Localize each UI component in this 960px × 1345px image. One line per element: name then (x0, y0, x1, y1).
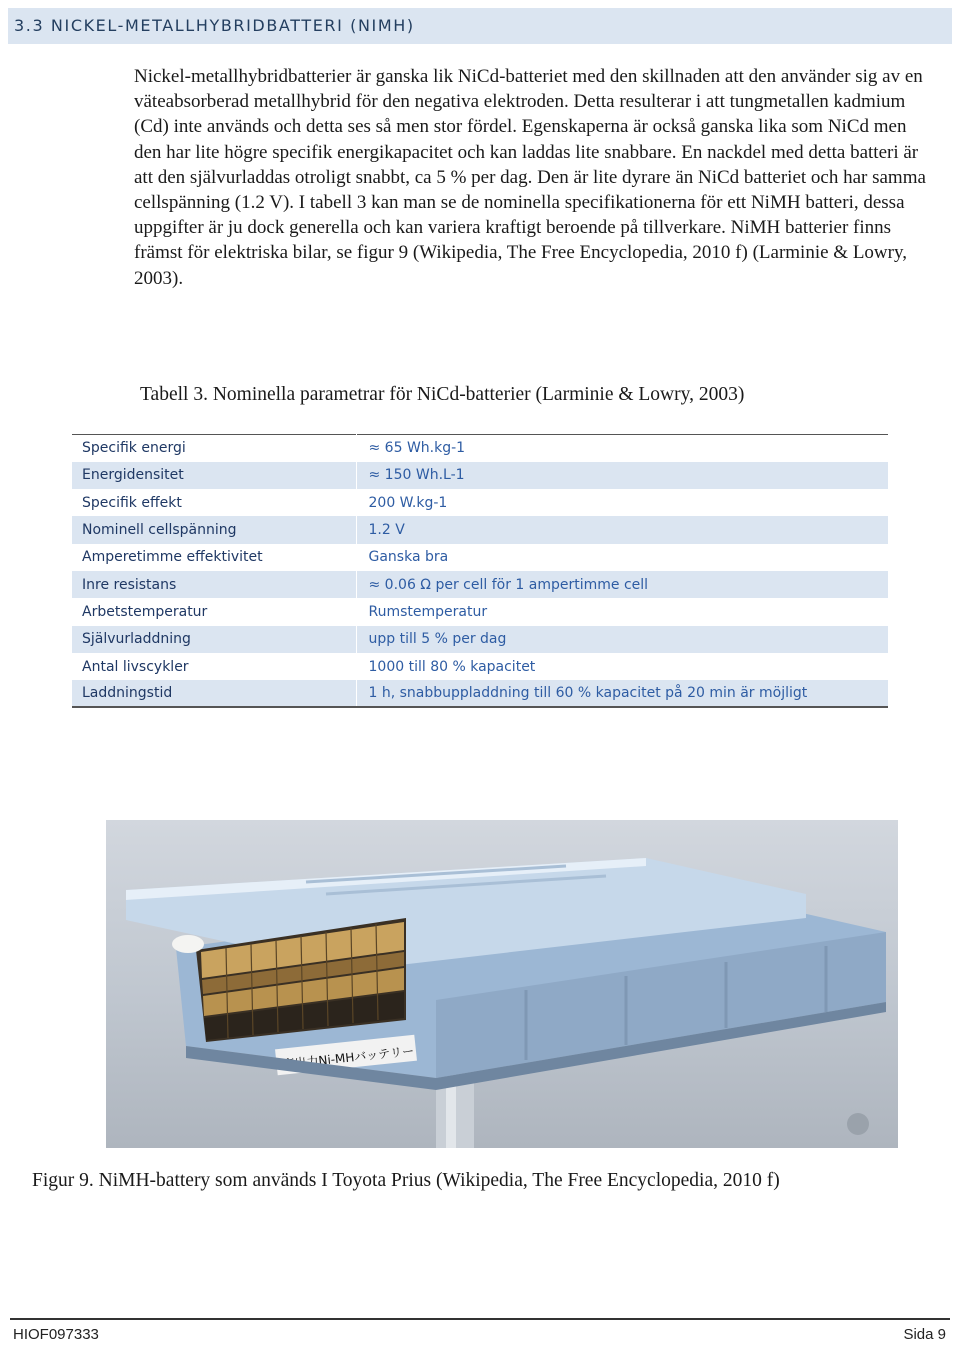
table-caption: Tabell 3. Nominella parametrar för NiCd-batterier (Larminie & Lowry, 2003) (140, 384, 745, 405)
row-label: Inre resistans (72, 571, 356, 598)
row-value: Rumstemperatur (368, 603, 488, 620)
table-row (72, 626, 888, 653)
row-value: Ganska bra (368, 549, 449, 566)
section-heading: 3.3 NICKEL-METALLHYBRIDBATTERI (NIMH) (8, 8, 952, 44)
row-value: 1.2 V (356, 516, 888, 543)
table-row (72, 544, 888, 571)
row-label: Energidensitet (72, 462, 356, 489)
footer-document-id: HIOF097333 (13, 1326, 99, 1343)
table-row (72, 462, 888, 489)
row-label: Arbetstemperatur (72, 598, 356, 625)
table-row (72, 435, 888, 462)
bolt-icon (847, 1113, 869, 1135)
row-value: 200 W.kg-1 (368, 494, 448, 511)
parameters-table (72, 434, 888, 708)
table-row (72, 516, 888, 543)
footer-divider (10, 1318, 950, 1320)
table-row (72, 571, 888, 598)
row-value: upp till 5 % per dag (356, 626, 888, 653)
table-row (72, 598, 888, 625)
row-value: 1 h, snabbuppladdning till 60 % kapacitet på 20 min är möjligt (356, 680, 888, 707)
row-label: Specifik energi (72, 435, 356, 462)
battery-illustration (106, 820, 898, 1148)
row-label: Självurladdning (72, 626, 356, 653)
row-value: 1000 till 80 % kapacitet (368, 658, 536, 675)
footer-page-number: Sida 9 (903, 1326, 946, 1343)
row-label: Nominell cellspänning (72, 516, 356, 543)
battery-photo (106, 820, 898, 1148)
row-value: ≈ 65 Wh.kg-1 (356, 435, 888, 462)
table-row (72, 680, 888, 707)
row-value: ≈ 0.06 Ω per cell för 1 ampertimme cell (356, 571, 888, 598)
sticker-text: 高出力Ni-MHバッテリー (281, 1043, 415, 1072)
row-label: Amperetimme effektivitet (72, 544, 356, 571)
figure-caption: Figur 9. NiMH-battery som används I Toyota Prius (Wikipedia, The Free Encyclopedia, 2010 f) (32, 1170, 780, 1191)
row-value: ≈ 150 Wh.L-1 (356, 462, 888, 489)
row-label: Antal livscykler (72, 653, 356, 680)
table-row (72, 489, 888, 516)
row-label: Laddningstid (72, 680, 356, 707)
cable-clamp (172, 935, 204, 953)
row-label: Specifik effekt (72, 489, 356, 516)
table-row (72, 653, 888, 680)
body-paragraph: Nickel-metallhybridbatterier är ganska lik NiCd-batteriet med den skillnaden att den använder sig av en väteabsorberad metallhybrid för den negativa elektroden. Detta resulterar i att tungmetallen kadmium (Cd) inte används och detta ses så men stor fördel. Egenskaperna är också ganska lika som NiCd men den har lite högre specifik energikapacitet och kan laddas lite snabbare. En nackdel med detta batteri är att den självurladdas otroligt snabbt, ca 5 % per dag. Den är lite dyrare än NiCd batteriet och har samma cellspänning (1.2 V). I tabell 3 kan man se de nominella specifikationerna för ett NiMH batteri, dessa uppgifter är ju dock generella och kan variera kraftigt beroende på tillverkare. NiMH batterier finns främst för elektriska bilar, se figur 9 (Wikipedia, The Free Encyclopedia, 2010 f) (Larminie & Lowry, 2003). (134, 66, 926, 289)
